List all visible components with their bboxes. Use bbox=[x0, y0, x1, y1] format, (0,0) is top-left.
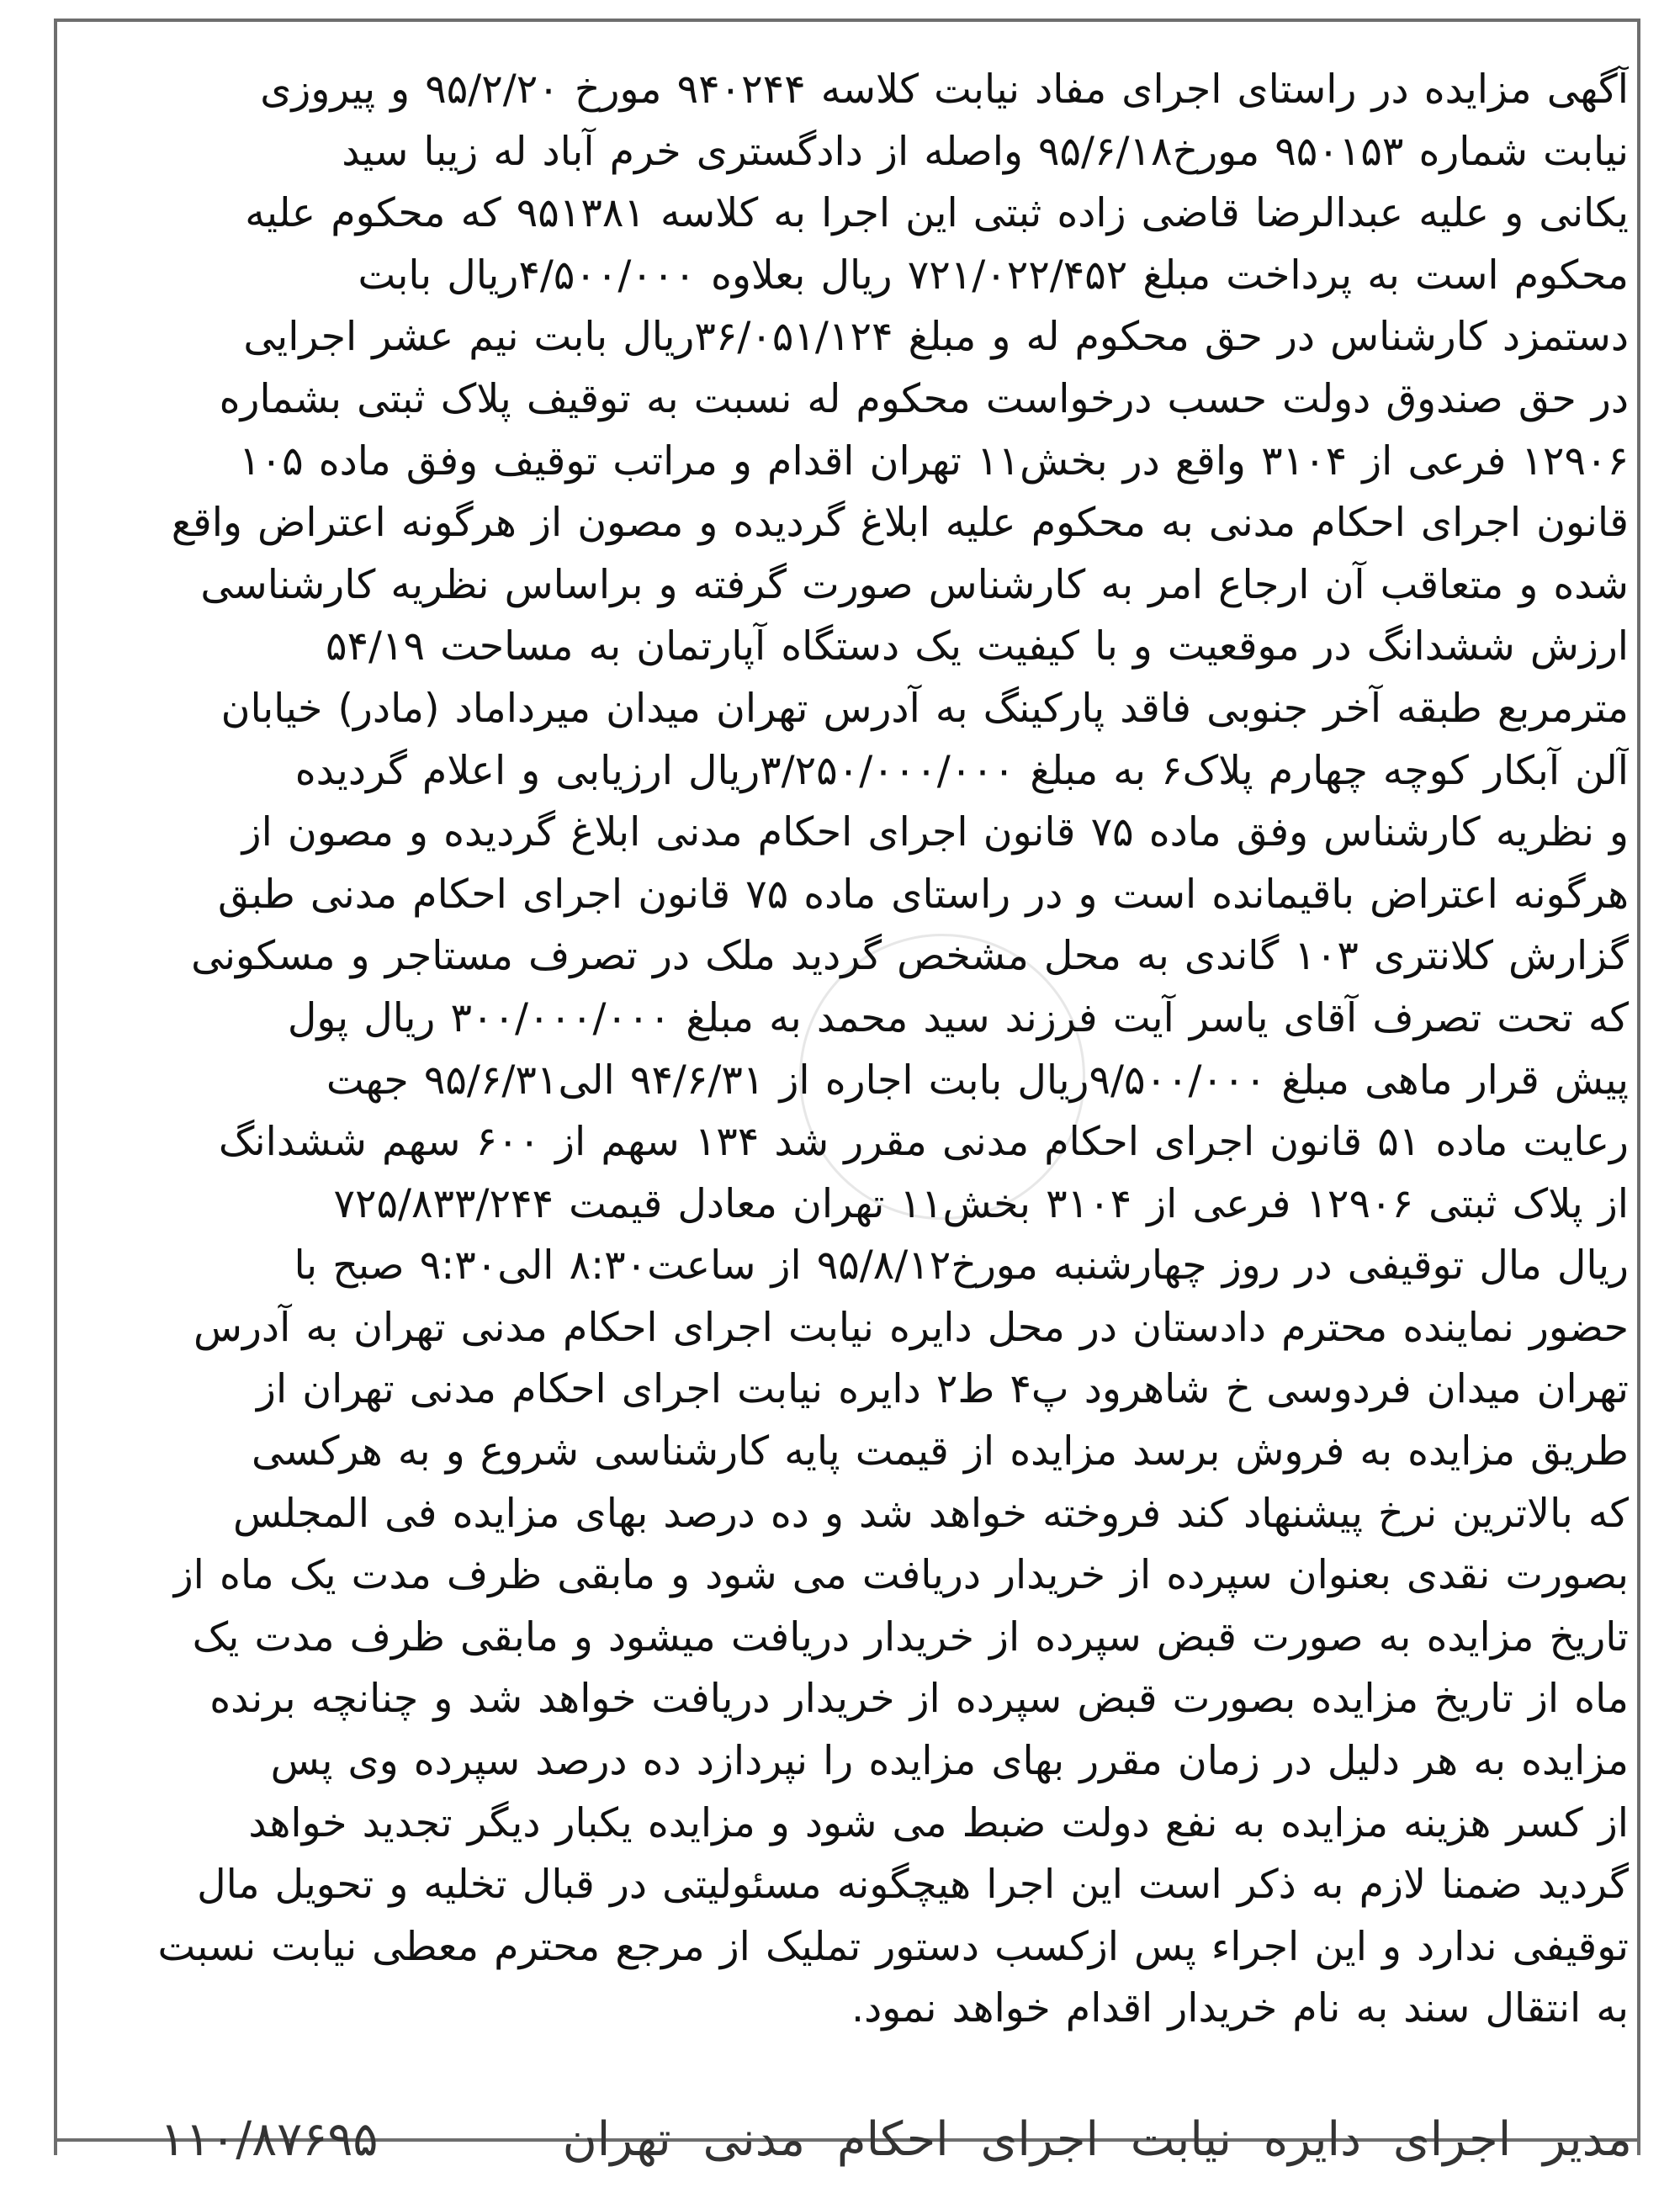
notice-line: قانون اجرای احکام مدنی به محکوم علیه ابلاغ گردیده و مصون از هرگونه اعتراض واقع bbox=[171, 500, 1629, 547]
notice-line: ارزش ششدانگ در موقعیت و با کیفیت یک دستگاه آپارتمان به مساحت ۵۴/۱۹ bbox=[325, 623, 1629, 670]
notice-line: پیش قرار ماهی مبلغ ۹/۵۰۰/۰۰۰ریال بابت اجاره از ۹۴/۶/۳۱ الی۹۵/۶/۳۱ جهت bbox=[326, 1057, 1629, 1104]
notice-line: از پلاک ثبتی ۱۲۹۰۶ فرعی از ۳۱۰۴ بخش۱۱ تهران معادل قیمت ۷۲۵/۸۳۳/۲۴۴ bbox=[333, 1180, 1629, 1227]
notice-line: به انتقال سند به نام خریدار اقدام خواهد نمود. bbox=[851, 1985, 1629, 2032]
notice-line: که تحت تصرف آقای یاسر آیت فرزند سید محمد به مبلغ ۳۰۰/۰۰۰/۰۰۰ ریال پول bbox=[287, 994, 1629, 1041]
notice-line: ریال مال توقیفی در روز چهارشنبه مورخ۹۵/۸/۱۲ از ساعت۸:۳۰ الی۹:۳۰ صبح با bbox=[294, 1242, 1629, 1290]
notice-line: گردید ضمنا لازم به ذکر است این اجرا هیچگونه مسئولیتی در قبال تخلیه و تحویل مال bbox=[197, 1862, 1629, 1909]
notice-line: ماه از تاریخ مزایده بصورت قبض سپرده از خریدار دریافت خواهد شد و چنانچه برنده bbox=[209, 1676, 1629, 1723]
notice-line: حضور نماینده محترم دادستان در محل دایره نیابت اجرای احکام مدنی تهران به آدرس bbox=[193, 1304, 1629, 1351]
notice-line: بصورت نقدی بعنوان سپرده از خریدار دریافت می شود و مابقی ظرف مدت یک ماه از bbox=[173, 1552, 1629, 1599]
notice-line: هرگونه اعتراض باقیمانده است و در راستای ماده ۷۵ قانون اجرای احکام مدنی طبق bbox=[218, 871, 1629, 918]
notice-body bbox=[59, 59, 1629, 2040]
notice-line: مترمربع طبقه آخر جنوبی فاقد پارکینگ به آدرس تهران میدان میرداماد (مادر) خیابان bbox=[220, 685, 1629, 732]
notice-line: توقیفی ندارد و این اجراء پس ازکسب دستور تملیک از مرجع محترم معطی نیابت نسبت bbox=[157, 1923, 1629, 1970]
notice-line: یکانی و علیه عبدالرضا قاضی زاده ثبتی این اجرا به کلاسه ۹۵۱۳۸۱ که محکوم علیه bbox=[245, 190, 1629, 237]
notice-line: مزایده به هر دلیل در زمان مقرر بهای مزایده را نپردازد ده درصد سپرده وی پس bbox=[270, 1738, 1629, 1785]
notice-line: گزارش کلانتری ۱۰۳ گاندی به محل مشخص گردید ملک در تصرف مستاجر و مسکونی bbox=[191, 933, 1629, 980]
notice-line: از کسر هزینه مزایده به نفع دولت ضبط می شود و مزایده یکبار دیگر تجدید خواهد bbox=[248, 1799, 1629, 1846]
notice-line: شده و متعاقب آن ارجاع امر به کارشناس صورت گرفته و براساس نظریه کارشناسی bbox=[200, 561, 1629, 608]
notice-line: طریق مزایده به فروش برسد مزایده از قیمت پایه کارشناسی شروع و به هرکسی bbox=[251, 1428, 1629, 1475]
notice-line: تاریخ مزایده به صورت قبض سپرده از خریدار دریافت میشود و مابقی ظرف مدت یک bbox=[192, 1613, 1629, 1661]
signature-row bbox=[50, 2108, 1632, 2172]
signature-title: مدیر اجرای دایره نیابت اجرای احکام مدنی تهران bbox=[562, 2112, 1632, 2167]
notice-line: رعایت ماده ۵۱ قانون اجرای احکام مدنی مقرر شد ۱۳۴ سهم از ۶۰۰ سهم ششدانگ bbox=[218, 1119, 1629, 1166]
notice-line: دستمزد کارشناس در حق محکوم له و مبلغ ۳۶/۰۵۱/۱۲۴ریال بابت نیم عشر اجرایی bbox=[243, 314, 1629, 361]
notice-line: ۱۲۹۰۶ فرعی از ۳۱۰۴ واقع در بخش۱۱ تهران اقدام و مراتب توقیف وفق ماده ۱۰۵ bbox=[239, 437, 1629, 485]
notice-line: تهران میدان فردوسی خ شاهرود پ۴ ط۲ دایره نیابت اجرای احکام مدنی تهران از bbox=[257, 1366, 1629, 1413]
notice-line: در حق صندوق دولت حسب درخواست محکوم له نسبت به توقیف پلاک ثبتی بشماره bbox=[219, 375, 1629, 422]
notice-code: ۱۱۰/۸۷۶۹۵ bbox=[160, 2112, 379, 2167]
notice-line: محکوم است به پرداخت مبلغ ۷۲۱/۰۲۲/۴۵۲ ریال بعلاوه ۴/۵۰۰/۰۰۰ریال بابت bbox=[358, 252, 1629, 299]
notice-line: آلن آبکار کوچه چهارم پلاک۶ به مبلغ ۳/۲۵۰/۰۰۰/۰۰۰ریال ارزیابی و اعلام گردیده bbox=[294, 747, 1629, 794]
notice-line: آگهی مزایده در راستای اجرای مفاد نیابت کلاسه ۹۴۰۲۴۴ مورخ ۹۵/۲/۲۰ و پیروزی bbox=[260, 66, 1629, 113]
notice-line: که بالاترین نرخ پیشنهاد کند فروخته خواهد شد و ده درصد بهای مزایده فی المجلس bbox=[233, 1490, 1629, 1537]
notice-line: نیابت شماره ۹۵۰۱۵۳ مورخ۹۵/۶/۱۸ واصله از دادگستری خرم آباد له زیبا سید bbox=[342, 128, 1629, 175]
notice-line: و نظریه کارشناس وفق ماده ۷۵ قانون اجرای احکام مدنی ابلاغ گردیده و مصون از bbox=[241, 809, 1629, 856]
